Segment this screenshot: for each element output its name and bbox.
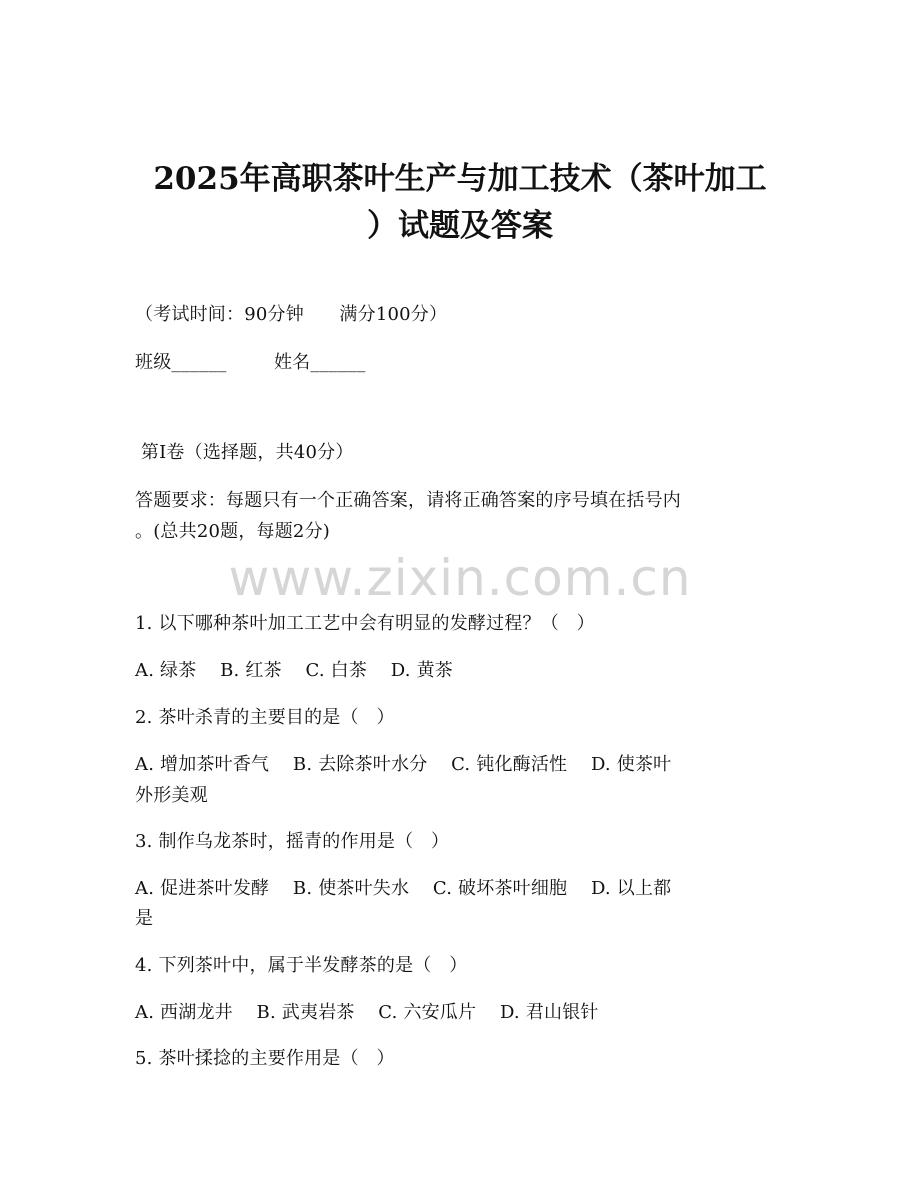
instructions-line-2: 。(总共20题，每题2分) xyxy=(135,521,331,542)
question-4-stem: 4. 下列茶叶中，属于半发酵茶的是（ ） xyxy=(135,955,468,976)
question-2-stem: 2. 茶叶杀青的主要目的是（ ） xyxy=(135,707,395,728)
question-4-options: A. 西湖龙井 B. 武夷岩茶 C. 六安瓜片 D. 君山银针 xyxy=(135,1002,599,1023)
question-3-stem: 3. 制作乌龙茶时，摇青的作用是（ ） xyxy=(135,831,450,852)
document-title-line-2: ）试题及答案 xyxy=(367,208,553,244)
question-2-options: A. 增加茶叶香气 B. 去除茶叶水分 C. 钝化酶活性 D. 使茶叶 xyxy=(135,754,672,775)
question-3-options-continued: 是 xyxy=(135,908,154,929)
question-5-stem: 5. 茶叶揉捻的主要作用是（ ） xyxy=(135,1048,395,1069)
question-1-options: A. 绿茶 B. 红茶 C. 白茶 D. 黄茶 xyxy=(135,660,453,681)
section-heading: 第Ⅰ卷（选择题，共40分） xyxy=(135,442,354,463)
exam-info: （考试时间：90分钟 满分100分） xyxy=(135,304,448,325)
question-1-stem: 1. 以下哪种茶叶加工工艺中会有明显的发酵过程？（ ） xyxy=(135,613,595,634)
instructions-line-1: 答题要求：每题只有一个正确答案，请将正确答案的序号填在括号内 xyxy=(135,490,681,511)
watermark: www.zixin.com.cn xyxy=(228,549,692,607)
class-name-line: 班级______ 姓名______ xyxy=(135,352,366,373)
document-title-line-1: 2025年高职茶叶生产与加工技术（茶叶加工 xyxy=(153,161,767,197)
question-2-options-continued: 外形美观 xyxy=(135,785,208,806)
question-3-options: A. 促进茶叶发酵 B. 使茶叶失水 C. 破坏茶叶细胞 D. 以上都 xyxy=(135,878,672,899)
